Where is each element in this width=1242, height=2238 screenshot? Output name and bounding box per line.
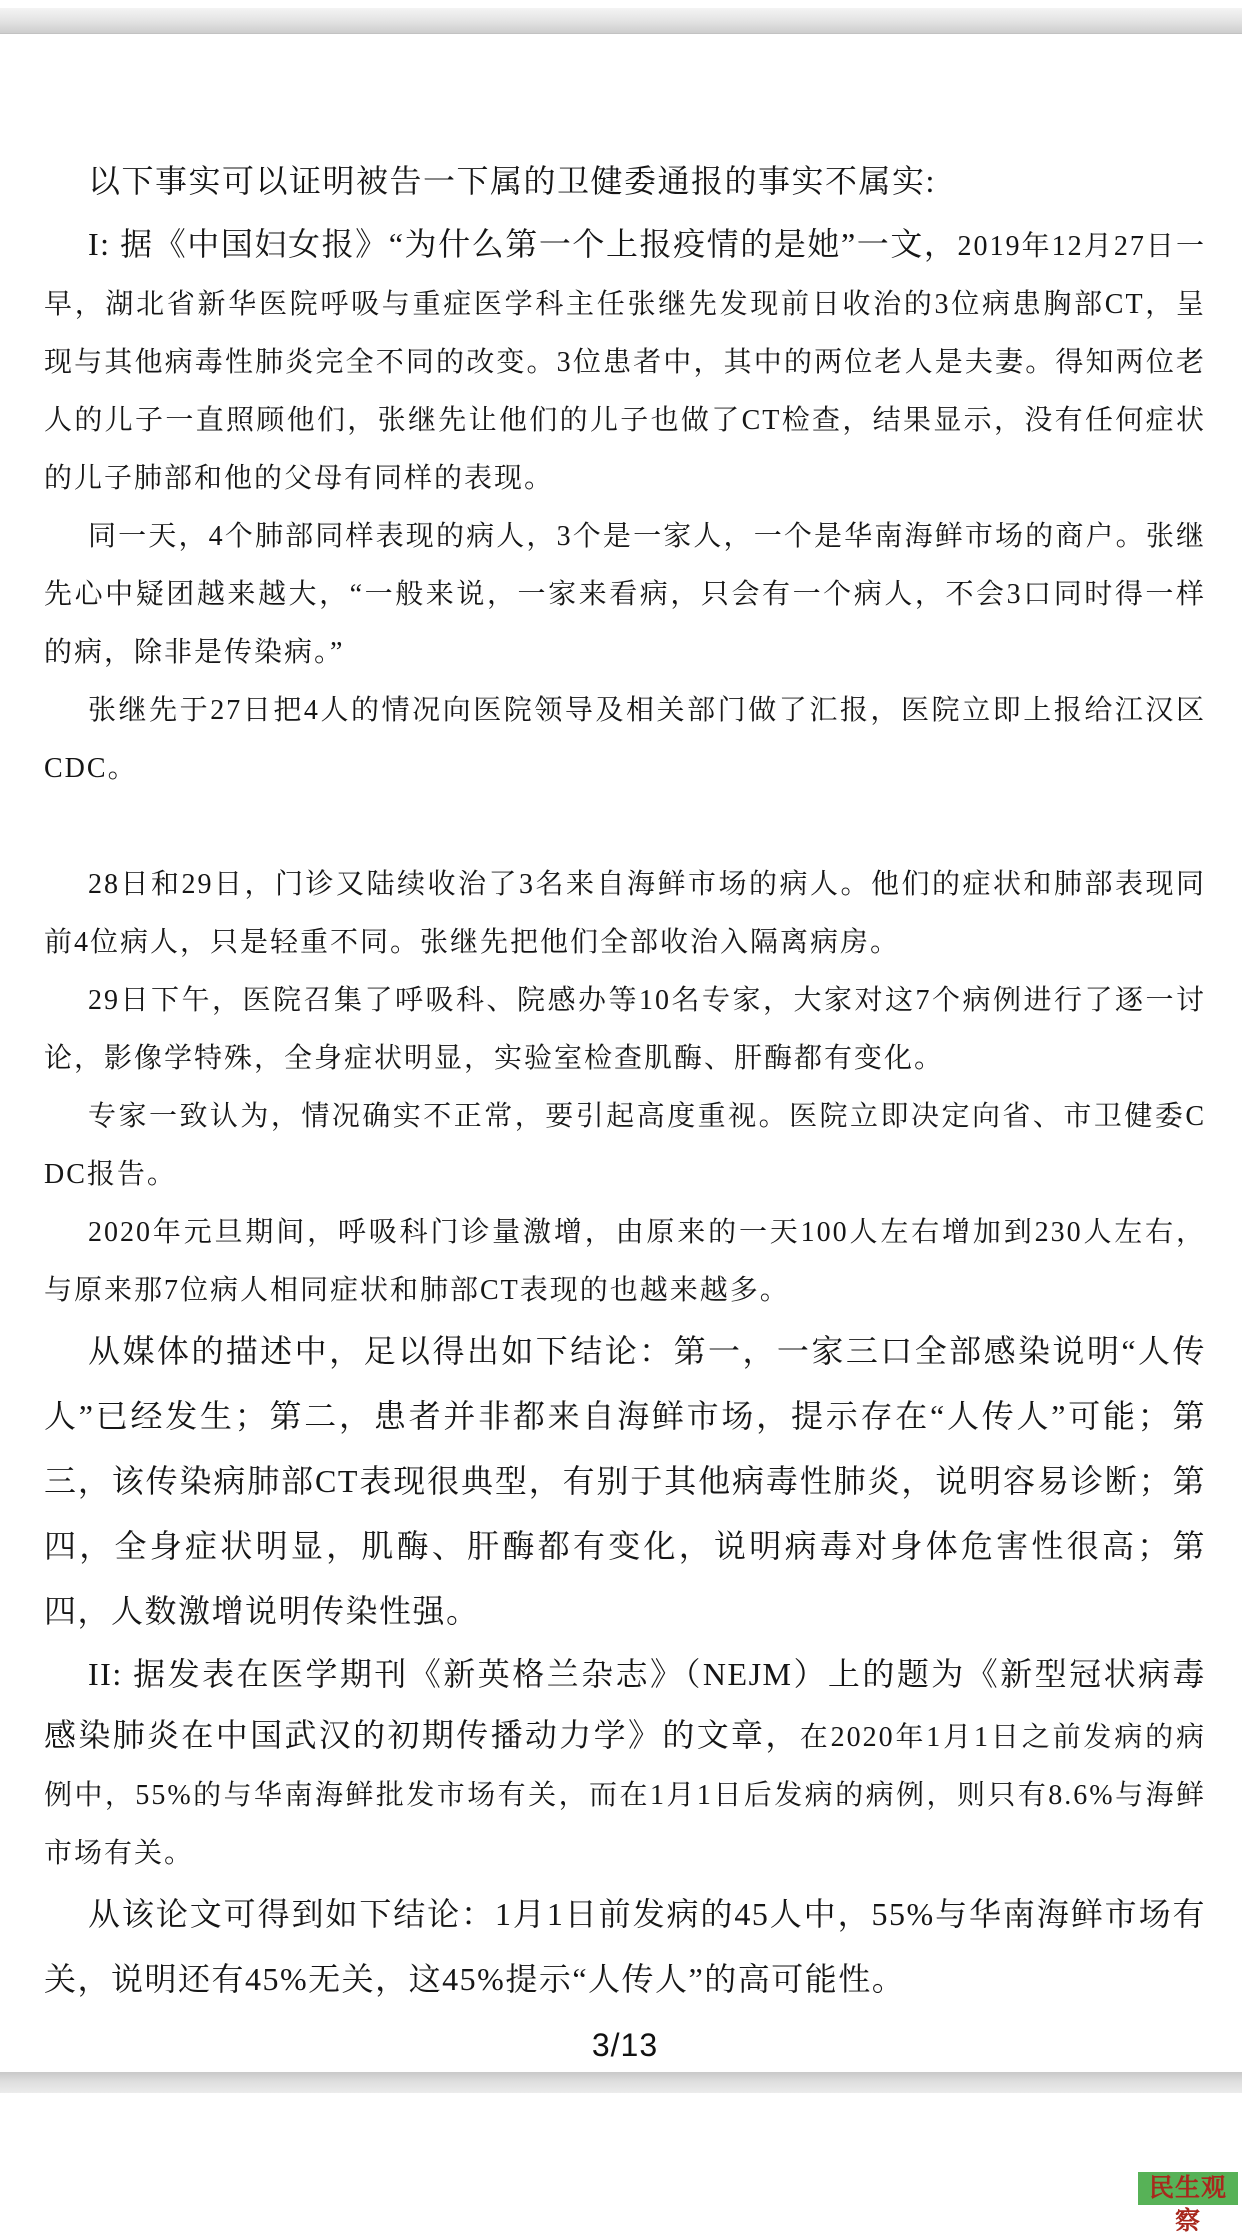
text-segment: II: 据发表在医学期刊《新英格兰杂志》（NEJM）上的题为《新型冠状病毒感染肺炎在中国武汉的初期传播动力学》的文章， [44,1656,1206,1753]
text-segment: 从媒体的描述中，足以得出如下结论：第一，一家三口全部感染说明“人传人”已经发生；第二，患者并非都来自海鲜市场，提示存在“人传人”可能；第三，该传染病肺部CT表现很典型，有别于其他病毒性肺炎，说明容易诊断；第四，全身症状明显，肌酶、肝酶都有变化，说明病毒对身体危害性很高；第四，人数激增说明传染性强。 [44,1333,1206,1629]
paragraph-29th-afternoon [44,972,1206,1088]
paragraph-paper-conclusion [44,1883,1206,2013]
document-page [44,150,1206,2064]
text-segment: 以下事实可以证明被告一下属的卫健委通报的事实不属实: [88,163,936,199]
paragraph-section-2 [44,1645,1206,1883]
page-number: 3/13 [591,2027,659,2063]
heading-paragraph [44,150,1206,215]
text-segment: 2019年12月27日一早，湖北省新华医院呼吸与重症医学科主任张继先发现前日收治的3位病患胸部CT，呈现与其他病毒性肺炎完全不同的改变。3位患者中，其中的两位老人是夫妻。得知两位老人的儿子一直照顾他们，张继先让他们的儿子也做了CT检查，结果显示，没有任何症状的儿子肺部和他的父母有同样的表现。 [44,231,1206,494]
paragraph-same-day [44,508,1206,682]
text-segment: 专家一致认为，情况确实不正常，要引起高度重视。医院立即决定向省、市卫健委CDC报告。 [44,1101,1206,1190]
paragraph-experts [44,1088,1206,1204]
text-segment: 29日下午，医院召集了呼吸科、院感办等10名专家，大家对这7个病例进行了逐一讨论，影像学特殊，全身症状明显，实验室检查肌酶、肝酶都有变化。 [44,985,1206,1074]
text-segment: 2020年元旦期间，呼吸科门诊量激增，由原来的一天100人左右增加到230人左右，与原来那7位病人相同症状和肺部CT表现的也越来越多。 [44,1217,1206,1306]
text-segment: 从该论文可得到如下结论：1月1日前发病的45人中，55%与华南海鲜市场有关，说明还有45%无关，这45%提示“人传人”的高可能性。 [44,1896,1206,1997]
watermark-badge: 民生观察 [1138,2172,1238,2205]
text-segment: 张继先于27日把4人的情况向医院领导及相关部门做了汇报，医院立即上报给江汉区CDC。 [44,695,1206,784]
bottom-shadow-bar [0,2072,1242,2093]
paragraph-new-year [44,1204,1206,1320]
paragraph-report-27th [44,682,1206,798]
paragraph-28th-29th [44,856,1206,972]
text-segment: 同一天，4个肺部同样表现的病人，3个是一家人，一个是华南海鲜市场的商户。张继先心中疑团越来越大，“一般来说，一家来看病，只会有一个病人，不会3口同时得一样的病，除非是传染病。” [44,521,1206,668]
text-segment: 在2020年1月1日之前发病的病例中，55%的与华南海鲜批发市场有关，而在1月1日后发病的病例，则只有8.6%与海鲜市场有关。 [44,1722,1206,1869]
text-segment: 28日和29日，门诊又陆续收治了3名来自海鲜市场的病人。他们的症状和肺部表现同前4位病人，只是轻重不同。张继先把他们全部收治入隔离病房。 [44,869,1206,958]
top-shadow-bar [0,8,1242,34]
document-body [44,150,1206,2013]
text-segment: I: 据《中国妇女报》“为什么第一个上报疫情的是她”一文， [88,226,958,262]
paragraph-section-1 [44,215,1206,508]
paragraph-media-conclusion [44,1320,1206,1645]
